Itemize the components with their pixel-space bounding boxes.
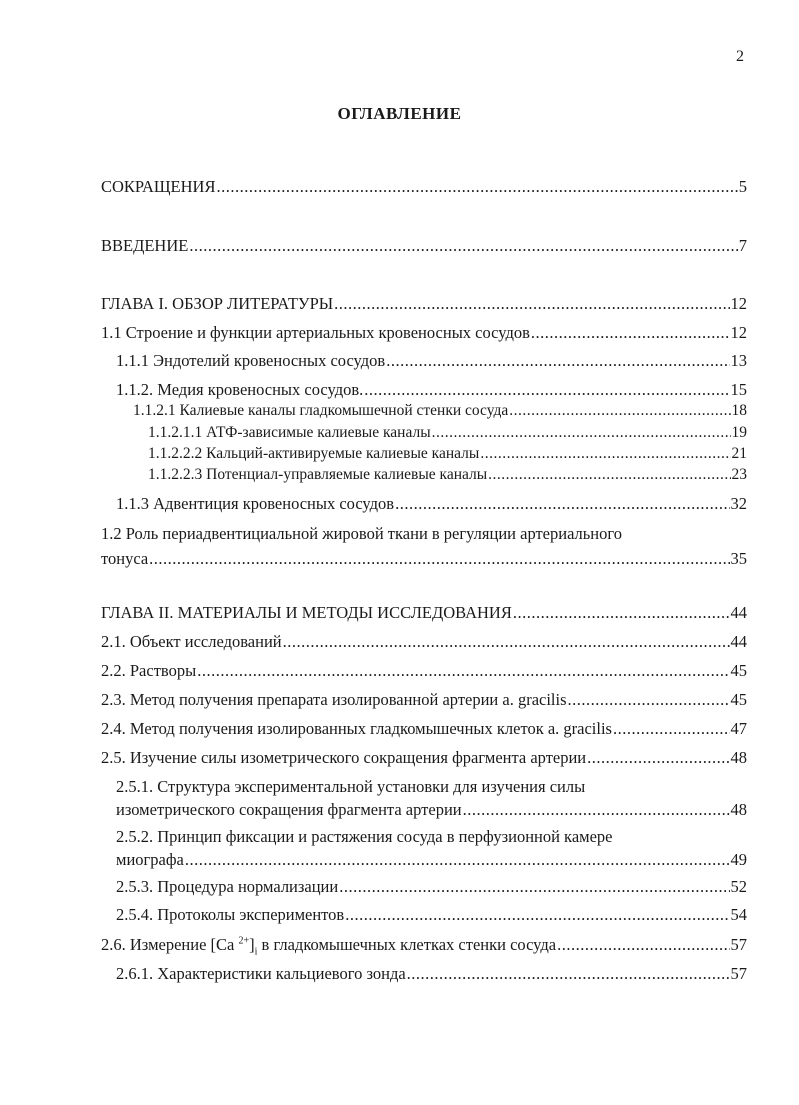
page-number: 2	[736, 48, 744, 65]
toc-entry-line-1: 2.5.2. Принцип фиксации и растяжения сосуда в перфузионной камере	[116, 827, 613, 846]
toc-entry[interactable]: 1.1.2.1 Калиевые каналы гладкомышечной стенки сосуда ..... 18	[133, 401, 747, 421]
toc-entry[interactable]: 2.3. Метод получения препарата изолированной артерии a. gracilis ..... 45	[101, 690, 747, 710]
toc-entry-line-1: 2.5.1. Структура экспериментальной установки для изучения силы	[116, 777, 586, 796]
toc-entry[interactable]: 1.1 Строение и функции артериальных кровеносных сосудов ..... 12	[101, 323, 747, 343]
toc-entry-line-1: 1.2 Роль периадвентициальной жировой ткани в регуляции артериального	[101, 524, 622, 543]
toc-entry[interactable]: СОКРАЩЕНИЯ ..... 5	[101, 177, 747, 197]
toc-entry[interactable]: 2.2. Растворы ..... 45	[101, 661, 747, 681]
toc-entry[interactable]: 2.6.1. Характеристики кальциевого зонда ..... 57	[116, 964, 747, 984]
toc-entry[interactable]: 2.1. Объект исследований ..... 44	[101, 632, 747, 652]
page-title: ОГЛАВЛЕНИЕ	[337, 104, 462, 123]
toc-entry[interactable]: 2.6. Измерение [Ca $^{2+}]_i$ в гладкомышечных клетках стенки сосуда ..... 57	[101, 935, 747, 955]
toc-entry[interactable]: ГЛАВА II. МАТЕРИАЛЫ И МЕТОДЫ ИССЛЕДОВАНИЯ ..... 44	[101, 603, 747, 623]
toc-entry[interactable]: 1.1.2.1.1 АТФ-зависимые калиевые каналы ..... 19	[148, 423, 747, 443]
toc-entry[interactable]: 1.1.2. Медия кровеносных сосудов. ..... 15	[116, 380, 747, 400]
toc-entry[interactable]: 1.1.1 Эндотелий кровеносных сосудов ..... 13	[116, 351, 747, 371]
toc-entry[interactable]: 1.1.3 Адвентиция кровеносных сосудов ..... 32	[116, 494, 747, 514]
toc-entry[interactable]: 1.1.2.2.2 Кальций-активируемые калиевые каналы ..... 21	[148, 444, 747, 464]
toc-entry[interactable]: 2.5.2. Принцип фиксации и растяжения сосуда в перфузионной камере миографа ..... 49	[116, 827, 747, 870]
toc-entry[interactable]: 2.5.1. Структура экспериментальной установки для изучения силы изометрического сокращения фрагмента артерии ..... 48	[116, 777, 747, 820]
toc-entry[interactable]: ГЛАВА I. ОБЗОР ЛИТЕРАТУРЫ ..... 12	[101, 294, 747, 314]
toc-entry[interactable]: 2.5.3. Процедура нормализации ..... 52	[116, 877, 747, 897]
toc-entry[interactable]: 2.5.4. Протоколы экспериментов ..... 54	[116, 905, 747, 925]
toc-entry[interactable]: ВВЕДЕНИЕ ..... 7	[101, 236, 747, 256]
toc-entry[interactable]: 1.1.2.2.3 Потенциал-управляемые калиевые каналы ..... 23	[148, 465, 747, 485]
toc-entry[interactable]: 2.4. Метод получения изолированных гладкомышечных клеток a. gracilis ..... 47	[101, 719, 747, 739]
toc-entry[interactable]: 1.2 Роль периадвентициальной жировой ткани в регуляции артериального тонуса ..... 35	[101, 524, 747, 569]
toc-entry[interactable]: 2.5. Изучение силы изометрического сокращения фрагмента артерии ..... 48	[101, 748, 747, 768]
